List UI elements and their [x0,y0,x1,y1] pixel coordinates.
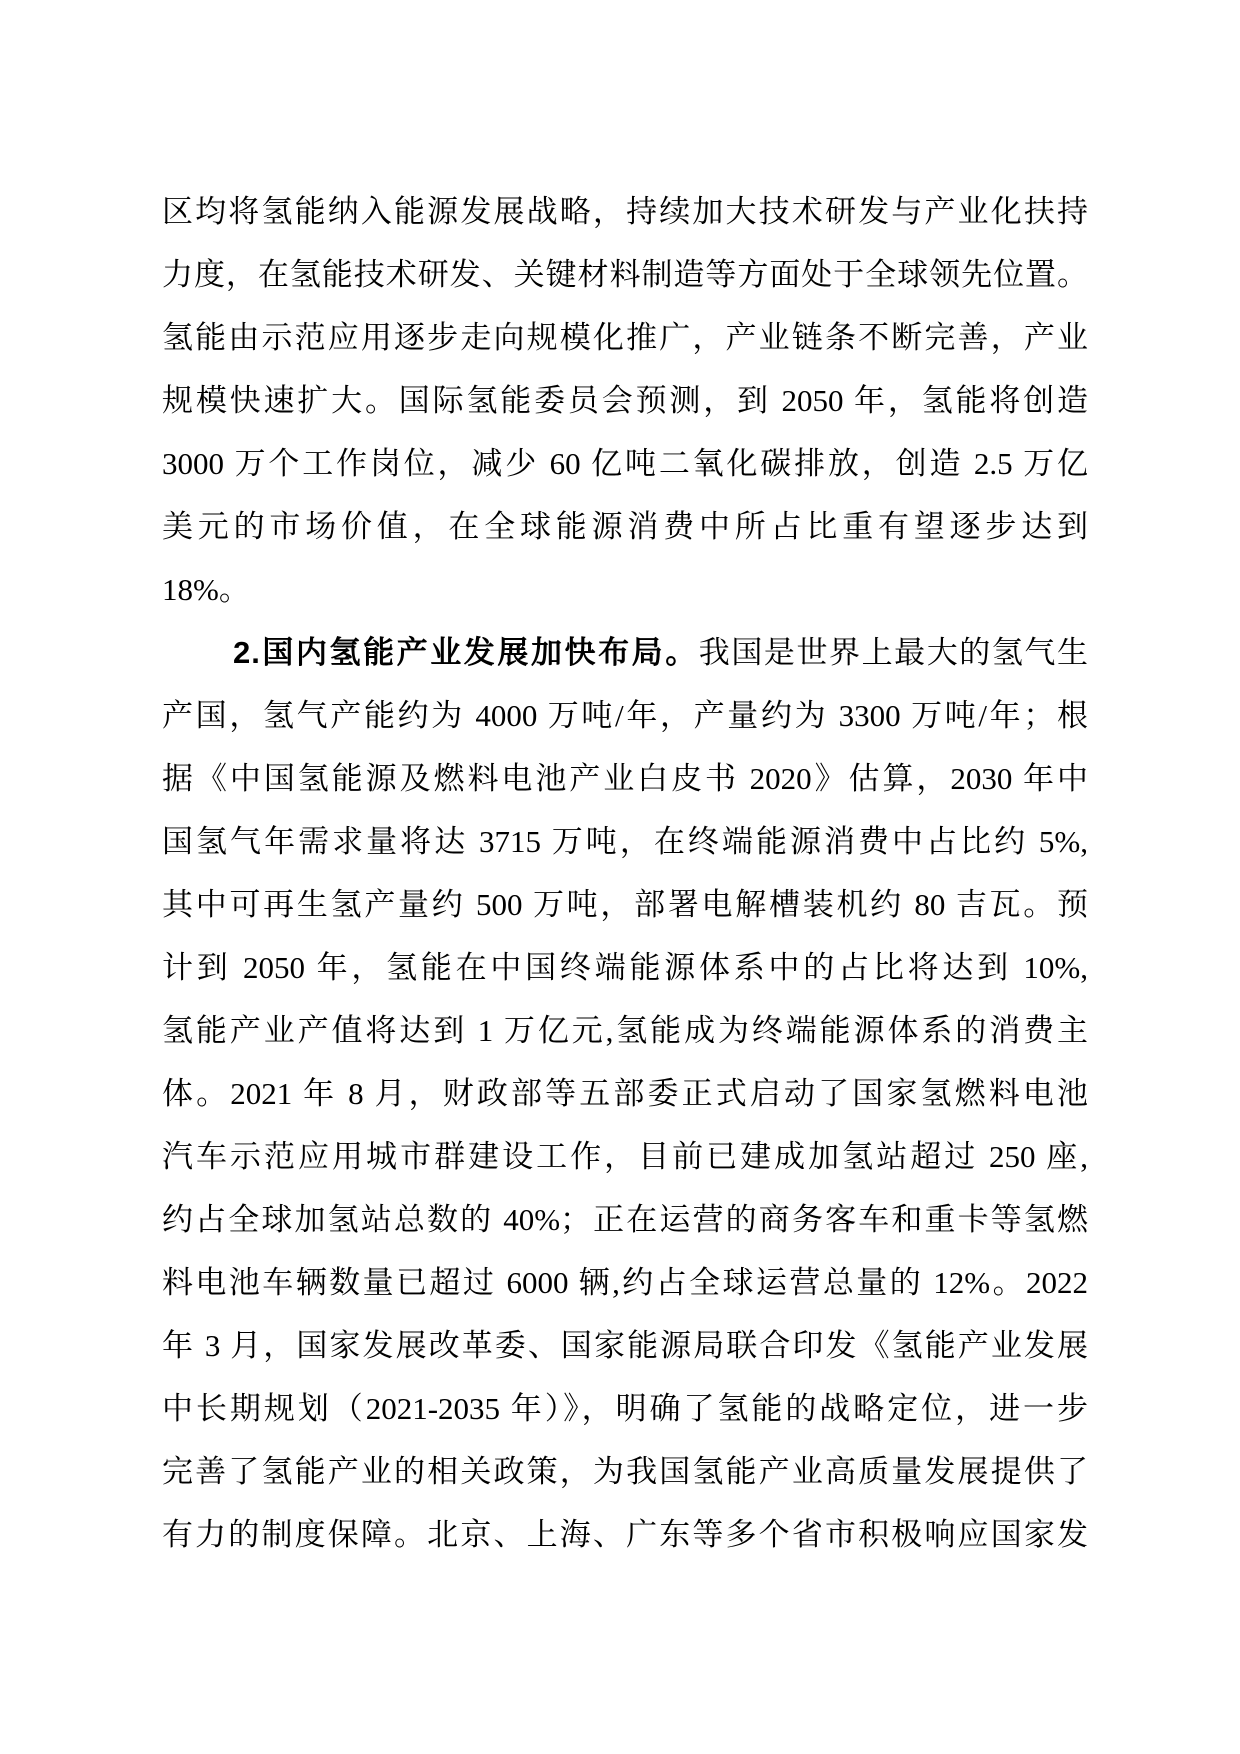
text-line [162,1188,1088,1251]
text-line [162,873,1088,936]
text-line [162,1440,1088,1503]
text-run: 完善了氢能产业的相关政策，为我国氢能产业高质量发展提供了 [162,1454,1088,1489]
text-line [162,810,1088,873]
text-run: 计到 2050 年，氢能在中国终端能源体系中的占比将达到 10%, [162,950,1088,985]
text-run: 国氢气年需求量将达 3715 万吨，在终端能源消费中占比约 5%, [162,824,1088,859]
text-line [162,1251,1088,1314]
text-run: 18%。 [162,572,250,607]
text-line [162,1062,1088,1125]
text-line [162,495,1088,558]
text-run: 汽车示范应用城市群建设工作，目前已建成加氢站超过 250 座, [162,1139,1088,1174]
text-run: 氢能由示范应用逐步走向规模化推广，产业链条不断完善，产业 [162,320,1088,355]
text-line [162,558,1088,621]
bold-heading-run: 2.国内氢能产业发展加快布局。 [233,635,699,670]
text-line [162,936,1088,999]
text-run: 氢能产业产值将达到 1 万亿元,氢能成为终端能源体系的消费主 [162,1013,1088,1048]
text-run: 中长期规划（2021-2035 年）》，明确了氢能的战略定位，进一步 [162,1391,1088,1426]
text-line [162,1503,1088,1566]
text-run: 我国是世界上最大的氢气生 [698,635,1088,670]
text-run: 有力的制度保障。北京、上海、广东等多个省市积极响应国家发 [162,1517,1088,1552]
text-run: 力度，在氢能技术研发、关键材料制造等方面处于全球领先位置。 [162,257,1088,292]
text-line [162,1377,1088,1440]
text-line [162,243,1088,306]
text-run: 体。2021 年 8 月，财政部等五部委正式启动了国家氢燃料电池 [162,1076,1088,1111]
text-run: 料电池车辆数量已超过 6000 辆,约占全球运营总量的 12%。2022 [162,1265,1088,1300]
para-hydrogen-domestic-layout [162,621,1088,1566]
text-line [162,306,1088,369]
text-run: 美元的市场价值，在全球能源消费中所占比重有望逐步达到 [162,509,1088,544]
text-run: 3000 万个工作岗位，减少 60 亿吨二氧化碳排放，创造 2.5 万亿 [162,446,1088,481]
text-run: 区均将氢能纳入能源发展战略，持续加大技术研发与产业化扶持 [162,194,1088,229]
text-run: 约占全球加氢站总数的 40%；正在运营的商务客车和重卡等氢燃 [162,1202,1088,1237]
text-line [162,369,1088,432]
text-line [162,432,1088,495]
text-run: 其中可再生氢产量约 500 万吨，部署电解槽装机约 80 吉瓦。预 [162,887,1088,922]
text-line [162,1125,1088,1188]
text-line [162,180,1088,243]
para-hydrogen-global-development [162,180,1088,621]
text-run: 产国，氢气产能约为 4000 万吨/年，产量约为 3300 万吨/年；根 [162,698,1088,733]
text-run: 年 3 月，国家发展改革委、国家能源局联合印发《氢能产业发展 [162,1328,1088,1363]
text-line [162,1314,1088,1377]
text-line [162,684,1088,747]
text-line [162,621,1088,684]
text-line [162,999,1088,1062]
text-run: 规模快速扩大。国际氢能委员会预测，到 2050 年，氢能将创造 [162,383,1088,418]
text-run: 据《中国氢能源及燃料电池产业白皮书 2020》估算，2030 年中 [162,761,1088,796]
document-body-text [162,180,1088,1566]
text-line [162,747,1088,810]
